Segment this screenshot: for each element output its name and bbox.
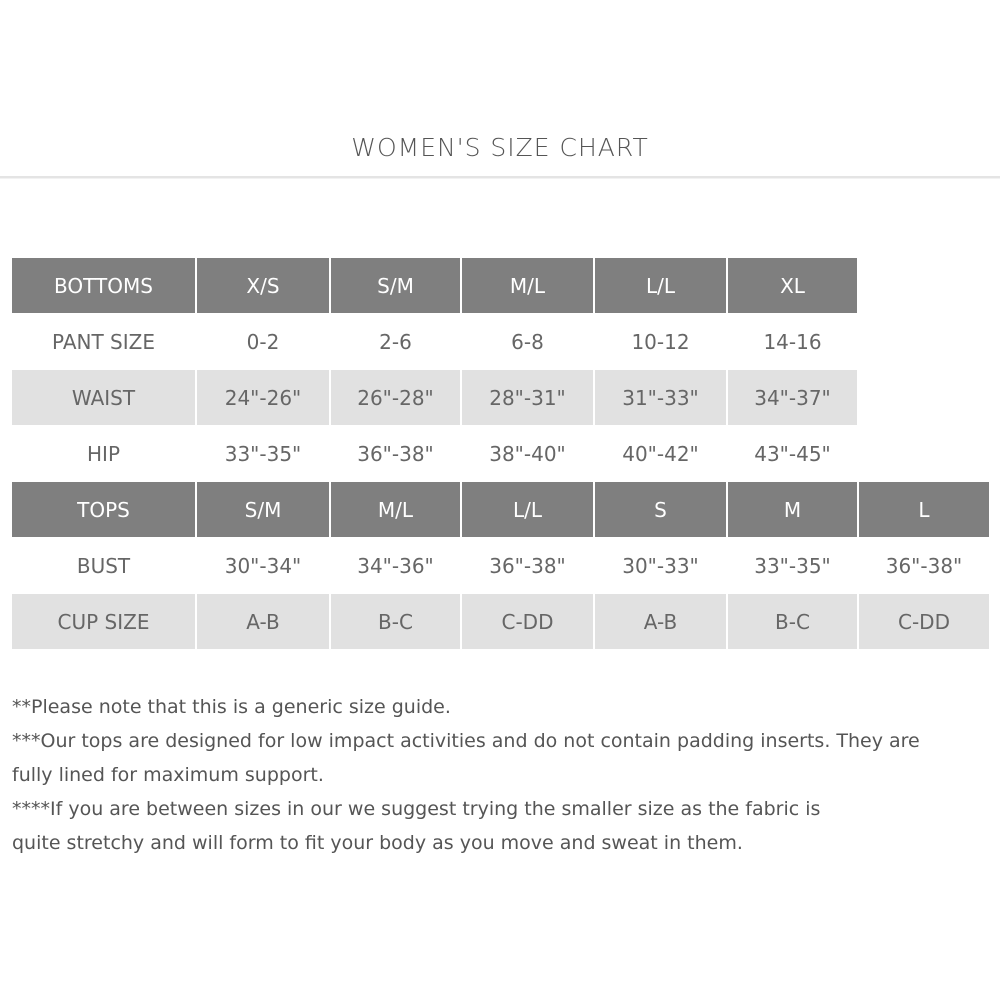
table-cell: 30"-34" [197,538,329,593]
table-cell: BOTTOMS [12,258,195,313]
table-cell: 28"-31" [462,370,593,425]
table-cell: L [859,482,989,537]
table-cell: S/M [197,482,329,537]
empty-cell [859,370,989,425]
table-cell: B-C [728,594,857,649]
table-cell: 36"-38" [859,538,989,593]
table-cell: 33"-35" [728,538,857,593]
table-cell: 34"-36" [331,538,460,593]
empty-cell [859,426,989,481]
note-line: ****If you are between sizes in our we suggest trying the smaller size as the fabric is [12,798,821,820]
table-cell: C-DD [462,594,593,649]
table-cell: L/L [595,258,726,313]
table-cell: 38"-40" [462,426,593,481]
note-line: **Please note that this is a generic size guide. [12,696,451,718]
table-cell: BUST [12,538,195,593]
table-cell: 31"-33" [595,370,726,425]
note-line: ***Our tops are designed for low impact activities and do not contain padding inserts. They are [12,730,920,752]
table-cell: 30"-33" [595,538,726,593]
table-cell: CUP SIZE [12,594,195,649]
table-cell: M [728,482,857,537]
table-cell: S [595,482,726,537]
table-cell: B-C [331,594,460,649]
table-cell: M/L [462,258,593,313]
table-cell: 36"-38" [462,538,593,593]
table-cell: 2-6 [331,314,460,369]
table-cell: S/M [331,258,460,313]
table-cell: TOPS [12,482,195,537]
table-cell: 26"-28" [331,370,460,425]
table-cell: A-B [197,594,329,649]
table-cell: 10-12 [595,314,726,369]
table-cell: 43"-45" [728,426,857,481]
table-cell: X/S [197,258,329,313]
table-cell: WAIST [12,370,195,425]
table-cell: 6-8 [462,314,593,369]
table-cell: C-DD [859,594,989,649]
title-divider-shadow [0,178,1000,179]
table-cell: 24"-26" [197,370,329,425]
note-line: fully lined for maximum support. [12,764,324,786]
size-guide-notes [12,690,982,860]
empty-cell [859,314,989,369]
table-cell: 14-16 [728,314,857,369]
table-cell: 34"-37" [728,370,857,425]
table-cell: 0-2 [197,314,329,369]
table-cell: PANT SIZE [12,314,195,369]
empty-cell [859,258,989,313]
table-cell: L/L [462,482,593,537]
table-cell: XL [728,258,857,313]
page-title: WOMEN'S SIZE CHART [351,133,649,162]
note-line: quite stretchy and will form to fit your body as you move and sweat in them. [12,832,743,854]
table-cell: 33"-35" [197,426,329,481]
table-cell: 36"-38" [331,426,460,481]
table-cell: M/L [331,482,460,537]
table-cell: 40"-42" [595,426,726,481]
table-cell: A-B [595,594,726,649]
table-cell: HIP [12,426,195,481]
